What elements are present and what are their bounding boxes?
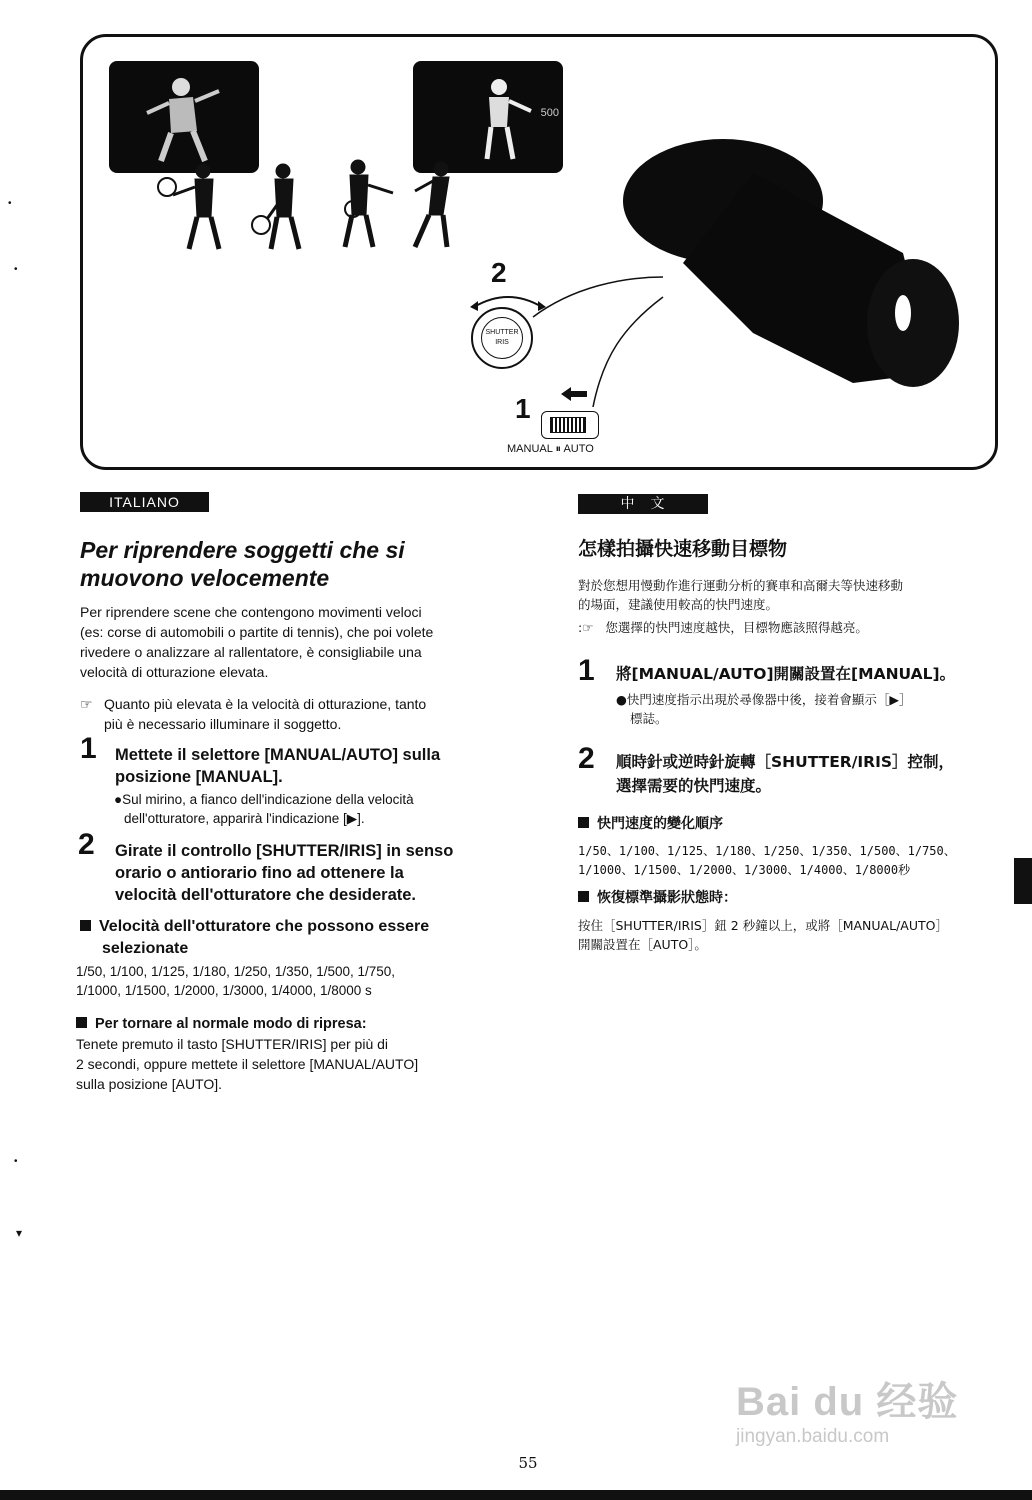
italian-step1: Mettete il selettore [MANUAL/AUTO] sulla posizione [MANUAL]. [115, 746, 441, 786]
chinese-step1: 將[MANUAL/AUTO]開關設置在[MANUAL]。 [616, 665, 956, 683]
page-edge-tab [1014, 858, 1032, 904]
page-number: 55 [518, 1454, 538, 1472]
illus-step1-number: 1 [515, 393, 531, 424]
tab-chinese: 中 文 [578, 494, 708, 514]
chinese-step2-number: 2 [578, 742, 595, 775]
chinese-step1-number: 1 [578, 654, 595, 687]
scan-speck: • [14, 264, 18, 275]
shutter-speed-readout: 500 [540, 107, 559, 119]
italian-return-head: Per tornare al normale modo di ripresa: [76, 1014, 546, 1034]
italian-title: Per riprendere soggetti che si muovono velocemente [80, 537, 405, 591]
player-sequence-icon [153, 157, 463, 257]
italian-intro: Per riprendere scene che contengono movimenti veloci (es: corse di automobili o partite di tennis), che poi volete rivedere o analizzare al rallentatore, è consigliabile una velocità di otturazione elevata. [80, 604, 434, 680]
chinese-step1-sub: ●快門速度指示出現於尋像器中後，接着會顯示［▶］ 標誌。 [616, 692, 912, 726]
chinese-speeds-head: 快門速度的變化順序 [578, 814, 723, 834]
italian-speeds-head: Velocità dell'otturatore che possono essere selezionate [80, 916, 550, 960]
baidu-watermark-logo: Bai du 经验 [736, 1380, 959, 1424]
tab-italiano: ITALIANO [80, 492, 209, 512]
dial-label-top: SHUTTER [485, 329, 519, 336]
scan-speck: • [14, 1156, 18, 1167]
manual-auto-switch[interactable] [541, 411, 599, 439]
chinese-title: 怎樣拍攝快速移動目標物 [578, 538, 788, 560]
arrow-left-icon [561, 387, 587, 401]
italian-step1-number: 1 [80, 732, 97, 765]
italian-note: ☞ Quanto più elevata è la velocità di otturazione, tanto più è necessario illuminare il soggetto. [80, 696, 427, 732]
chinese-return: 按住［SHUTTER/IRIS］鈕 2 秒鐘以上，或將［MANUAL/AUTO］ 開關設置在［AUTO］。 [578, 918, 948, 952]
chinese-note: :☞ 您選擇的快門速度越快，目標物應該照得越亮。 [578, 620, 868, 635]
chinese-speeds-list: 1/50、1/100、1/125、1/180、1/250、1/350、1/500、1/750、 1/1000、1/1500、1/2000、1/3000、1/4000、1/8000秒 [578, 844, 956, 877]
italian-step2-number: 2 [78, 828, 95, 861]
illus-step2-number: 2 [491, 257, 507, 288]
leader-lines [513, 267, 673, 417]
italian-speeds-list: 1/50, 1/100, 1/125, 1/180, 1/250, 1/350, 1/500, 1/750, 1/1000, 1/1500, 1/2000, 1/3000, 1/4000, 1/8000 s [76, 964, 396, 998]
italian-step2: Girate il controllo [SHUTTER/IRIS] in senso orario o antiorario fino ad ottenere la velocità dell'otturatore che desiderate. [115, 842, 454, 904]
scan-speck: • [8, 198, 12, 209]
note-hand-icon: :☞ [578, 620, 594, 635]
chinese-return-head: 恢復標準攝影狀態時： [578, 888, 737, 908]
note-hand-icon: ☞ [80, 696, 93, 712]
scan-speck: ▾ [16, 1226, 23, 1240]
switch-label: MANUAL ⏸ AUTO [507, 443, 594, 455]
chinese-step2: 順時針或逆時針旋轉［SHUTTER/IRIS］控制， 選擇需要的快門速度。 [616, 753, 955, 795]
shutter-iris-dial[interactable] [471, 307, 533, 369]
bottom-scan-bar [0, 1490, 1032, 1500]
italian-step1-sub: ●Sul mirino, a fianco dell'indicazione della velocità dell'otturatore, apparirà l'indicazione [▶]. [114, 792, 414, 826]
illustration-frame [80, 34, 998, 470]
baidu-watermark-url: jingyan.baidu.com [736, 1426, 890, 1447]
chinese-intro: 對於您想用慢動作進行運動分析的賽車和高爾夫等快速移動 的場面，建議使用較高的快門速度。 [578, 578, 904, 612]
dial-label-bottom: IRIS [495, 339, 509, 346]
italian-return: Tenete premuto il tasto [SHUTTER/IRIS] per più di 2 secondi, oppure mettete il selettore [MANUAL/AUTO] sulla posizione [AUTO]. [76, 1036, 419, 1092]
